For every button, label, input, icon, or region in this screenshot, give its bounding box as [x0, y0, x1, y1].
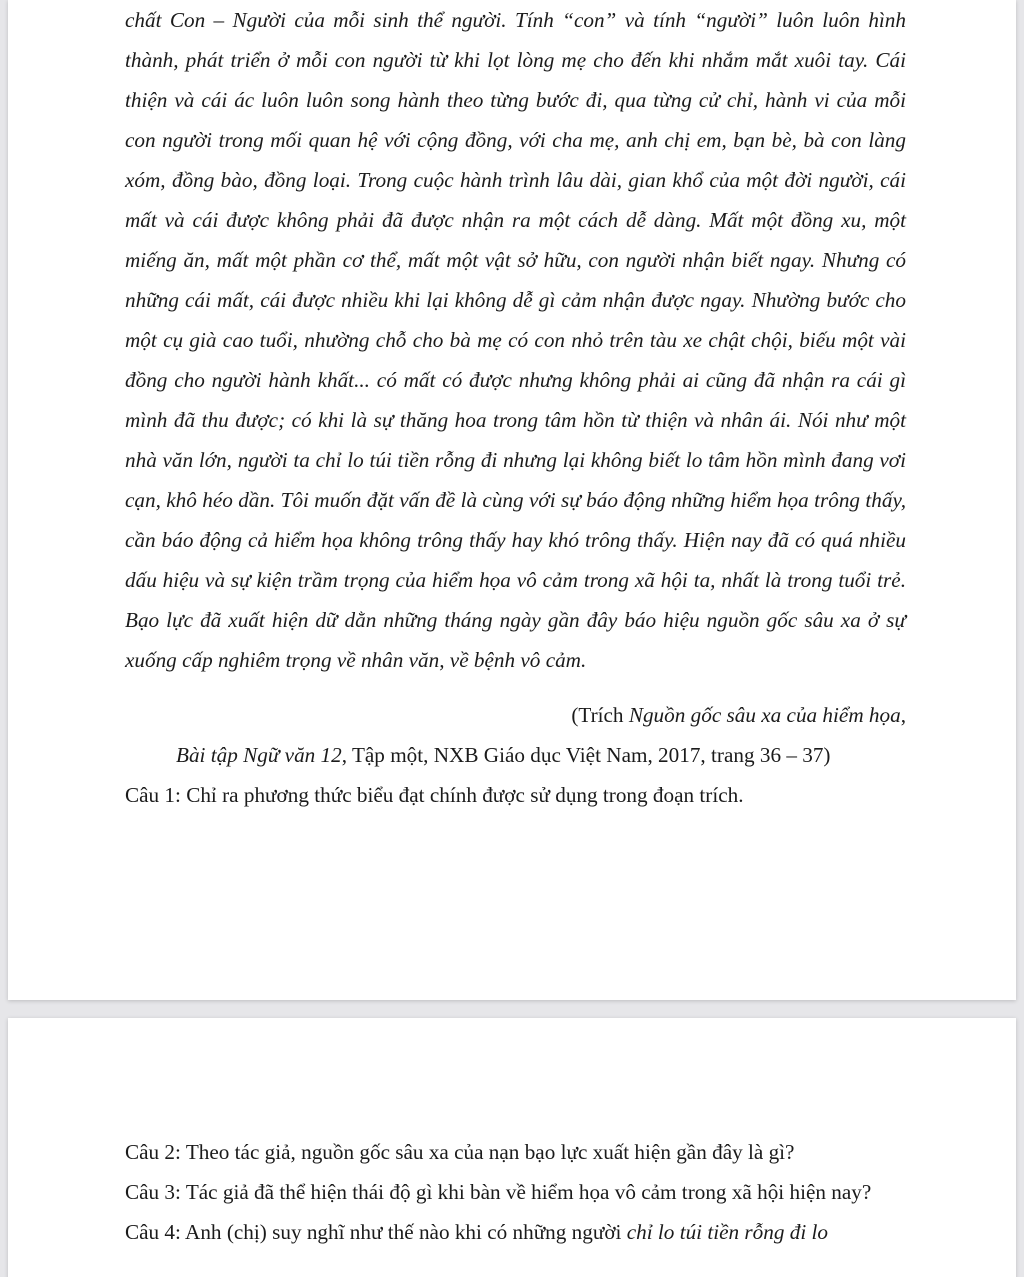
citation-prefix: (Trích — [571, 703, 629, 727]
page-2-text-block — [125, 1132, 906, 1252]
question-4-quote: chỉ lo túi tiền rỗng đi lo — [626, 1220, 829, 1244]
page-1 — [8, 0, 1016, 1000]
question-2: Câu 2: Theo tác giả, nguồn gốc sâu xa của nạn bạo lực xuất hiện gần đây là gì? — [125, 1140, 795, 1164]
question-1: Câu 1: Chỉ ra phương thức biểu đạt chính được sử dụng trong đoạn trích. — [125, 783, 744, 807]
page-2 — [8, 1018, 1016, 1277]
passage-paragraph: chất Con – Người của mỗi sinh thể người. Tính “con” và tính “người” luôn luôn hình thành, phát triển ở mỗi con người từ khi lọt lòng mẹ cho đến khi nhắm mắt xuôi tay. Cái thiện và cái ác luôn luôn song hành theo từng bước đi, qua từng cử chỉ, hành vi của mỗi con người trong mối quan hệ với cộng đồng, với cha mẹ, anh chị em, bạn bè, bà con làng xóm, đồng bào, đồng loại. Trong cuộc hành trình lâu dài, gian khổ của một đời người, cái mất và cái được không phải đã được nhận ra một cách dễ dàng. Mất một đồng xu, một miếng ăn, mất một phần cơ thể, mất một vật sở hữu, con người nhận biết ngay. Nhưng có những cái mất, cái được nhiều khi lại không dễ gì cảm nhận được ngay. Nhường bước cho một cụ già cao tuổi, nhường chỗ cho bà mẹ có con nhỏ trên tàu xe chật chội, biếu một vài đồng cho người hành khất... có mất có được nhưng không phải ai cũng đã nhận ra cái gì mình đã thu được; có khi là sự thăng hoa trong tâm hồn từ thiện và nhân ái. Nói như một nhà văn lớn, người ta chỉ lo túi tiền rỗng đi nhưng lại không biết lo tâm hồn mình đang vơi cạn, khô héo dần. Tôi muốn đặt vấn đề là cùng với sự báo động những hiểm họa trông thấy, cần báo động cả hiểm họa không trông thấy hay khó trông thấy. Hiện nay đã có quá nhiều dấu hiệu và sự kiện trầm trọng của hiểm họa vô cảm trong xã hội ta, nhất là trong tuổi trẻ. Bạo lực đã xuất hiện dữ dằn những tháng ngày gần đây báo hiệu nguồn gốc sâu xa ở sự xuống cấp nghiêm trọng về nhân văn, về bệnh vô cảm. — [125, 8, 906, 672]
citation-line-2 — [125, 735, 906, 775]
question-4-text: Câu 4: Anh (chị) suy nghĩ như thế nào khi có những người — [125, 1220, 627, 1244]
page-1-text-block — [125, 0, 906, 815]
citation-book-details: , Tập một, NXB Giáo dục Việt Nam, 2017, trang 36 – 37) — [341, 743, 831, 767]
citation-book-title: Bài tập Ngữ văn 12 — [176, 743, 342, 767]
question-3: Câu 3: Tác giả đã thể hiện thái độ gì khi bàn về hiểm họa vô cảm trong xã hội hiện nay? — [125, 1180, 872, 1204]
citation-comma: , — [900, 703, 906, 727]
question-4 — [125, 1212, 906, 1252]
citation-line-1 — [125, 695, 906, 735]
citation-source-title: Nguồn gốc sâu xa của hiểm họa — [628, 703, 901, 727]
